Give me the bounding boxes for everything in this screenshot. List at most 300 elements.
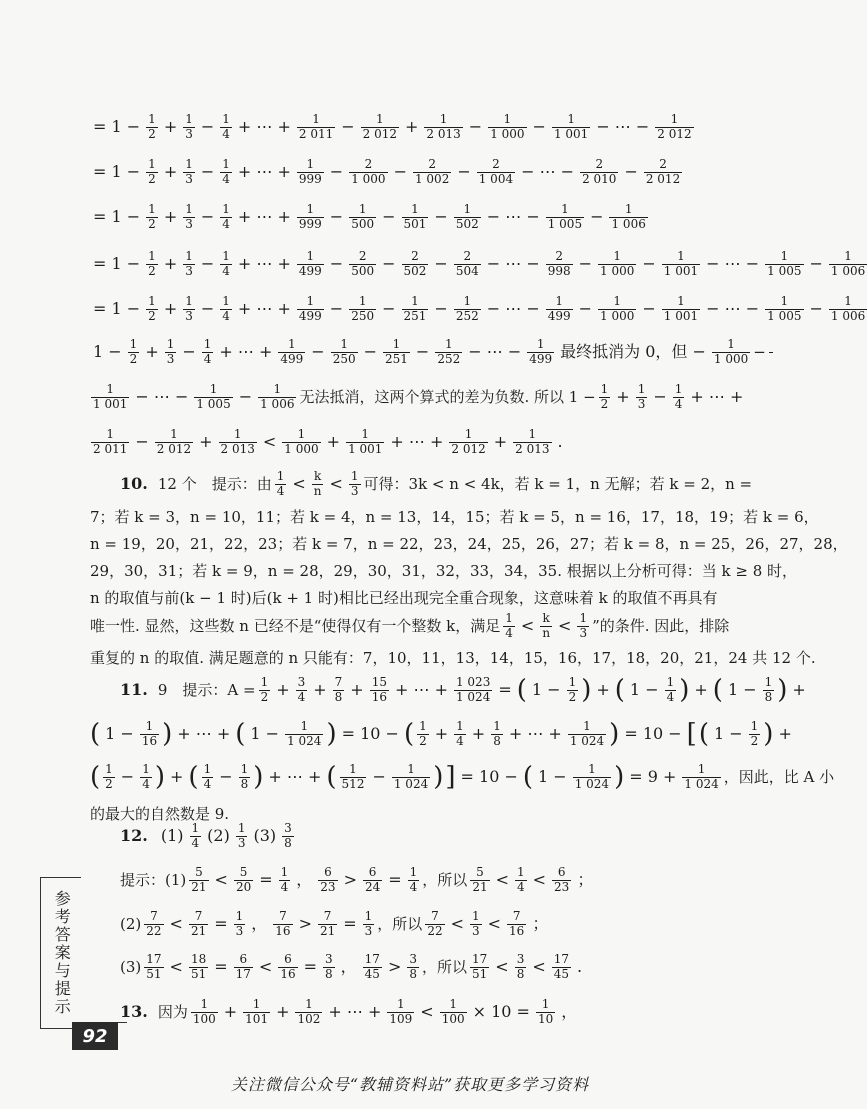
fraction-denominator: 1 005 [547, 216, 583, 231]
fraction [189, 910, 208, 939]
fraction [234, 866, 253, 895]
problem-number: 13. [120, 1002, 148, 1021]
fraction-numerator: 2 [358, 248, 367, 263]
fraction-numerator: 1 [276, 468, 285, 483]
bracket: ) [253, 762, 264, 792]
fraction-numerator: 1 [541, 996, 550, 1011]
fraction-numerator: 1 [260, 674, 269, 689]
fraction-numerator: 1 [222, 111, 230, 126]
fraction-numerator: 2 [659, 156, 667, 171]
operator: − [653, 387, 667, 406]
fraction-numerator: 1 023 [455, 674, 491, 689]
fraction-numerator: 1 [411, 293, 419, 308]
fraction-denominator: 45 [364, 966, 380, 981]
fraction-numerator: 1 [349, 761, 357, 776]
operator: 1 − [105, 724, 134, 743]
fraction [546, 250, 573, 279]
fraction [515, 866, 527, 895]
fraction [712, 338, 750, 367]
fraction-denominator: 3 [185, 171, 193, 186]
fraction [454, 295, 481, 324]
operator: = [388, 870, 402, 889]
fraction-numerator: 3 [516, 951, 525, 966]
fraction [507, 910, 526, 939]
fraction-numerator: 1 [561, 201, 569, 216]
bracket: ) [154, 762, 165, 792]
fraction-denominator: 24 [364, 879, 381, 894]
fraction [331, 338, 358, 367]
fraction-numerator: 1 [613, 293, 622, 308]
bracket: ( [614, 675, 625, 705]
fraction-numerator: 17 [364, 951, 380, 966]
fraction [599, 383, 611, 412]
fraction-denominator: 3 [185, 308, 193, 323]
fraction [258, 383, 296, 412]
operator: (1) [160, 826, 184, 845]
fraction [515, 953, 527, 982]
fraction-numerator: 1 [517, 864, 525, 879]
operator: − [135, 432, 149, 451]
fraction [636, 383, 648, 412]
fraction-numerator: 6 [239, 951, 248, 966]
fraction [527, 338, 554, 367]
fraction-numerator: 1 [670, 111, 679, 126]
fraction-numerator: 1 [129, 336, 138, 351]
fraction [573, 763, 611, 792]
operator: − [200, 207, 215, 226]
text-run: 唯一性. 显然，这些数 n 已经不是“使得仅有一个整数 k，满足 [90, 616, 501, 635]
fraction-numerator: 7 [431, 908, 439, 923]
operator: . [557, 432, 563, 451]
fraction-numerator: 6 [368, 864, 377, 879]
fraction-numerator: 1 [613, 248, 622, 263]
operator: − [182, 342, 196, 361]
operator: < [520, 616, 535, 635]
fraction-numerator: 18 [190, 951, 207, 966]
fraction-denominator: 23 [320, 879, 336, 894]
fraction-denominator: 4 [666, 689, 675, 704]
operator: − [200, 117, 215, 136]
operator: − [578, 254, 593, 273]
operator: + [163, 254, 178, 273]
fraction-denominator: 1 001 [93, 396, 128, 411]
fraction [340, 763, 367, 792]
operator: 1 − [250, 724, 280, 743]
text-run: (3) [120, 957, 142, 976]
fraction-numerator: 17 [472, 951, 488, 966]
fraction-numerator: 1 [106, 426, 114, 441]
fraction [146, 250, 158, 279]
fraction [146, 158, 158, 187]
fraction-numerator: 1 [305, 996, 313, 1011]
fraction [146, 203, 158, 232]
fraction-denominator: n [542, 625, 551, 640]
fraction-denominator: 1 005 [767, 263, 802, 278]
fraction [361, 113, 399, 142]
operator: − [578, 299, 593, 318]
operator: − [311, 342, 325, 361]
bracket: ( [188, 762, 199, 792]
fraction-numerator: 1 [350, 468, 359, 483]
fraction-numerator: 1 [555, 293, 563, 308]
equation-line [90, 375, 744, 419]
fraction-denominator: 2 013 [426, 126, 461, 141]
operator: + [792, 680, 806, 699]
operator: 1 − [538, 767, 567, 786]
operator: + [163, 117, 178, 136]
fraction [323, 953, 335, 982]
fraction [513, 428, 551, 457]
text-run: ，所以 [377, 914, 423, 933]
fraction-denominator: 2 012 [657, 126, 692, 141]
fraction-denominator: 2 [568, 689, 577, 704]
fraction [763, 676, 775, 705]
fraction-numerator: 1 [297, 426, 306, 441]
fraction-denominator: 8 [334, 689, 343, 704]
fraction [243, 998, 270, 1027]
fraction-denominator: 1 002 [414, 171, 450, 186]
operator: − [238, 387, 253, 406]
operator: < [495, 957, 509, 976]
fraction-numerator: 5 [195, 864, 203, 879]
fraction-denominator: 4 [505, 625, 513, 640]
fraction-numerator: 1 [503, 111, 512, 126]
fraction-numerator: 1 [780, 248, 789, 263]
fraction [402, 203, 429, 232]
fraction-numerator: 1 [449, 996, 457, 1011]
fraction [285, 720, 323, 749]
fraction [189, 866, 208, 895]
operator: − [642, 254, 656, 273]
fraction [609, 203, 647, 232]
operator: + ⋯ + [219, 342, 273, 361]
fraction [349, 295, 376, 324]
operator: = 1 − [93, 207, 141, 226]
fraction [318, 866, 337, 895]
operator: + [350, 680, 364, 699]
text-run: 可得：3k < n < 4k，若 k = 1，n 无解；若 k = 2，n = [363, 474, 753, 493]
fraction [491, 720, 503, 749]
fraction-numerator: 1 [166, 336, 175, 351]
fraction-numerator: k [542, 610, 550, 625]
bracket: ( [698, 719, 709, 749]
fraction [349, 203, 376, 232]
bracket: ) [679, 675, 690, 705]
text-run: 9 提示：A = [157, 680, 256, 699]
fraction-numerator: 1 [185, 293, 193, 308]
fraction-denominator: 10 [537, 1011, 554, 1026]
fraction [183, 203, 195, 232]
fraction-denominator: 8 [493, 733, 501, 748]
fraction-denominator: 4 [674, 396, 683, 411]
fraction-denominator: 4 [203, 351, 212, 366]
fraction-numerator: 7 [512, 908, 521, 923]
fraction-numerator: 1 [235, 908, 244, 923]
fraction [454, 676, 492, 705]
fraction [297, 113, 335, 142]
fraction-numerator: 1 [106, 381, 114, 396]
operator: + ⋯ + [328, 1002, 382, 1021]
fraction-denominator: 1 024 [574, 776, 610, 791]
fraction-denominator: 2 012 [451, 441, 486, 456]
fraction-numerator: 1 [148, 201, 156, 216]
fraction-denominator [769, 352, 773, 353]
fraction [567, 676, 579, 705]
fraction-denominator: 1 005 [767, 308, 802, 323]
fraction-numerator: 17 [553, 951, 570, 966]
fraction-denominator: 2 [750, 733, 759, 748]
fraction [665, 676, 677, 705]
fraction-denominator: 499 [280, 351, 304, 366]
fraction-denominator: 17 [235, 966, 251, 981]
operator: < [450, 914, 464, 933]
bracket: ) [609, 719, 620, 749]
fraction [346, 428, 384, 457]
operator: − ⋯ − [486, 299, 540, 318]
sidebar-section-label [40, 877, 81, 1029]
fraction [297, 295, 324, 324]
operator: + ⋯ + [237, 254, 291, 273]
fraction-numerator: 1 [222, 248, 230, 263]
fraction-numerator: 1 [624, 201, 633, 216]
fraction [383, 338, 410, 367]
fraction-denominator: 1 004 [478, 171, 514, 186]
fraction [673, 383, 685, 412]
fraction-numerator: 1 [493, 718, 501, 733]
fraction [402, 250, 429, 279]
fraction [259, 676, 271, 705]
fraction [165, 338, 177, 367]
fraction-numerator: 5 [239, 864, 248, 879]
fraction-denominator: 1 000 [600, 308, 635, 323]
fraction-denominator: 500 [351, 263, 375, 278]
fraction-denominator: 1 005 [196, 396, 231, 411]
operator: ； [532, 914, 549, 933]
fraction-numerator: 1 [579, 610, 588, 625]
fraction-denominator: 4 [222, 308, 230, 323]
fraction-numerator: 1 [463, 201, 472, 216]
fraction-numerator: 7 [150, 908, 158, 923]
problem-12-line [120, 858, 740, 902]
fraction [146, 113, 158, 142]
fraction-denominator: 51 [190, 966, 207, 981]
bracket: ( [403, 719, 415, 749]
fraction-denominator: 16 [509, 923, 525, 938]
fraction [488, 113, 526, 142]
fraction-denominator: 21 [319, 923, 336, 938]
fraction-denominator: 4 [280, 879, 289, 894]
fraction-denominator: 2 [148, 216, 156, 231]
fraction [363, 866, 382, 895]
fraction [190, 822, 202, 851]
fraction-denominator: 1 001 [348, 441, 383, 456]
fraction [183, 250, 195, 279]
bracket: ) [777, 675, 788, 705]
operator: − [532, 117, 546, 136]
fraction-numerator: 1 [222, 156, 230, 171]
fraction-numerator: 1 [145, 718, 154, 733]
fraction-denominator: 4 [142, 776, 150, 791]
bracket: ( [90, 719, 101, 749]
fraction-denominator: 250 [351, 308, 375, 323]
fraction [183, 158, 195, 187]
fraction [392, 763, 430, 792]
fraction-denominator: 3 [472, 923, 480, 938]
fraction-denominator: 499 [547, 308, 571, 323]
fraction-denominator: 2 012 [156, 441, 192, 456]
fraction [220, 158, 232, 187]
fraction [765, 250, 803, 279]
problem-10-line: 重复的 n 的取值. 满足题意的 n 只能有：7，10，11，13，14，15，16，17，18，20，21，24 共 12 个. [90, 648, 816, 667]
fraction [279, 866, 291, 895]
fraction-numerator: 3 [284, 820, 292, 835]
operator: < [495, 870, 509, 889]
fraction [370, 676, 389, 705]
operator: = 9 + [629, 767, 677, 786]
operator: + ⋯ + [394, 680, 448, 699]
problem-12-line [120, 814, 740, 858]
fraction-numerator: 1 [588, 761, 596, 776]
operator: − [415, 342, 430, 361]
fraction-numerator: 2 [555, 248, 563, 263]
fraction-numerator: 1 [536, 336, 545, 351]
operator: + [170, 767, 184, 786]
fraction [546, 203, 584, 232]
fraction [580, 158, 618, 187]
operator: 最终抵消为 0，但 − [560, 342, 706, 361]
fraction-numerator: 1 [358, 293, 367, 308]
text-run: ，因此，比 A 小 [723, 767, 835, 786]
fraction-denominator: 8 [284, 835, 292, 850]
fraction-numerator: 1 [419, 718, 427, 733]
fraction-numerator: 2 [411, 248, 419, 263]
operator: − ⋯ − [468, 342, 522, 361]
operator: ， [340, 957, 357, 976]
fraction-numerator: 5 [476, 864, 484, 879]
operator: (2) [207, 826, 230, 845]
fraction [655, 113, 693, 142]
fraction-numerator: 1 [306, 201, 315, 216]
fraction-numerator: 1 [677, 248, 685, 263]
operator: < [258, 957, 273, 976]
fraction [387, 998, 414, 1027]
fraction-numerator: 1 [528, 426, 537, 441]
fraction [312, 470, 324, 499]
problem-11-line [120, 668, 806, 712]
bracket: ( [90, 762, 101, 792]
footer-note: 关注微信公众号“教辅资料站”获取更多学习资料 [230, 1075, 590, 1094]
fraction-numerator: k [313, 468, 322, 483]
operator: − [809, 299, 823, 318]
fraction [275, 470, 287, 499]
operator: + ⋯ + [237, 207, 291, 226]
fraction-denominator: 251 [403, 308, 427, 323]
fraction-numerator: 1 [677, 293, 685, 308]
operator: + [163, 162, 178, 181]
fraction-denominator: 4 [456, 733, 464, 748]
fraction [234, 910, 246, 939]
fraction-denominator: 1 024 [684, 776, 719, 791]
fraction [194, 383, 232, 412]
operator: (3) [253, 826, 277, 845]
fraction [189, 953, 208, 982]
fraction-denominator: 4 [276, 483, 285, 498]
fraction-numerator: 1 [148, 248, 156, 263]
operator: + [471, 724, 486, 743]
fraction-numerator: 1 [200, 996, 209, 1011]
fraction-numerator: 1 [583, 718, 591, 733]
fraction-numerator: 1 [148, 293, 156, 308]
fraction-numerator: 1 [411, 201, 419, 216]
equation-line [90, 287, 866, 331]
fraction-numerator: 1 [185, 111, 193, 126]
fraction-numerator: 1 [764, 674, 773, 689]
operator: > [298, 914, 312, 933]
fraction-numerator: 2 [428, 156, 436, 171]
operator: − [434, 207, 448, 226]
fraction [140, 720, 159, 749]
operator: + [313, 680, 327, 699]
fraction [219, 428, 257, 457]
fraction [552, 953, 571, 982]
fraction-denominator: 4 [517, 879, 525, 894]
fraction [454, 720, 466, 749]
operator: − [219, 767, 233, 786]
fraction-denominator: 16 [371, 689, 387, 704]
bracket: ) [326, 719, 337, 749]
operator: < [214, 870, 228, 889]
fraction-denominator: 2 010 [582, 171, 617, 186]
fraction-denominator: 4 [297, 689, 306, 704]
fraction [363, 910, 375, 939]
operator: + [596, 680, 610, 699]
fraction-denominator: 502 [403, 263, 427, 278]
fraction-numerator: 6 [557, 864, 566, 879]
fraction-numerator: 1 [568, 674, 577, 689]
operator: = [214, 957, 228, 976]
fraction-denominator: 100 [192, 1011, 216, 1026]
fraction-numerator: 1 [288, 336, 296, 351]
fraction-denominator: 1 006 [830, 263, 866, 278]
fraction [295, 998, 322, 1027]
fraction [297, 203, 324, 232]
fraction-denominator: 2 [148, 308, 156, 323]
fraction [128, 338, 140, 367]
fraction [407, 953, 419, 982]
fraction-numerator: 1 [191, 820, 200, 835]
fraction [454, 203, 481, 232]
problem-number: 12. [120, 826, 148, 845]
operator: − [457, 162, 471, 181]
fraction-numerator: 6 [284, 951, 292, 966]
fraction-denominator: 2 013 [220, 441, 255, 456]
operator: + ⋯ + [390, 432, 444, 451]
bracket: ( [712, 675, 723, 705]
fraction-numerator: 1 [148, 156, 156, 171]
operator: 1 − [531, 680, 561, 699]
fraction-numerator: 1 [185, 248, 193, 263]
fraction [568, 720, 606, 749]
fraction-denominator: 2 011 [298, 126, 334, 141]
operator: + [276, 680, 290, 699]
fraction [536, 998, 555, 1027]
operator: − [382, 254, 396, 273]
fraction-numerator: 1 [439, 111, 448, 126]
fraction-numerator: 2 [364, 156, 373, 171]
fraction [644, 158, 682, 187]
operator: − [393, 162, 407, 181]
fraction-numerator: 1 [361, 426, 370, 441]
